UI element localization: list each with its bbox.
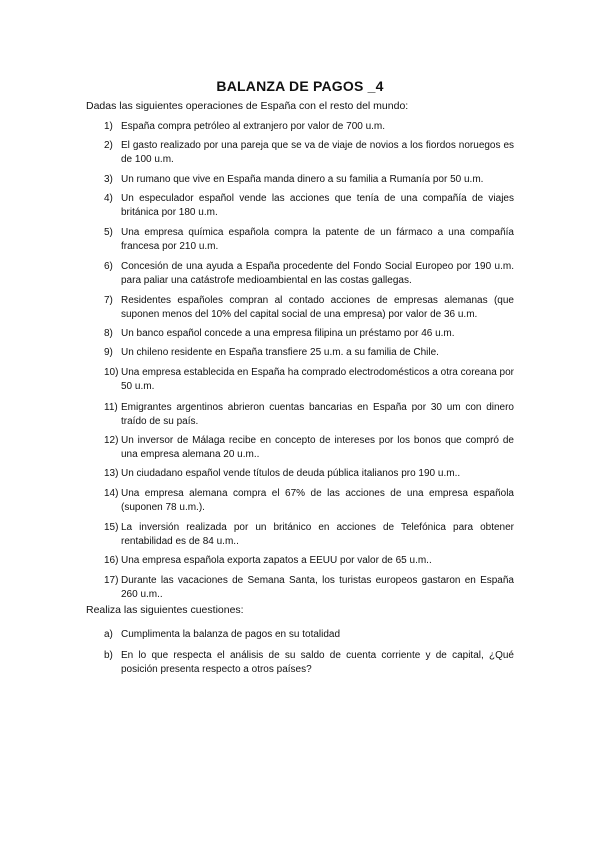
item-text: España compra petróleo al extranjero por valor de 700 u.m. xyxy=(121,121,386,132)
item-text: Una empresa establecida en España ha comprado electrodomésticos a otra coreana por 50 u.m. xyxy=(121,367,515,392)
operation-item xyxy=(104,260,514,288)
item-number: 4) xyxy=(104,193,113,204)
question-item xyxy=(104,649,514,677)
operation-item xyxy=(104,120,514,134)
operation-item xyxy=(104,521,514,549)
operation-item xyxy=(104,434,514,462)
operation-item xyxy=(104,226,514,254)
item-number: 6) xyxy=(104,261,113,272)
item-text: Un banco español concede a una empresa filipina un préstamo por 46 u.m. xyxy=(121,328,455,339)
item-number: 9) xyxy=(104,347,113,358)
item-text: En lo que respecta el análisis de su saldo de cuenta corriente y de capital, ¿Qué posición presenta respecto a otros países? xyxy=(121,650,514,675)
item-number: 12) xyxy=(104,435,119,446)
item-text: Un chileno residente en España transfiere 25 u.m. a su familia de Chile. xyxy=(121,347,439,358)
question-item xyxy=(104,628,514,642)
item-number: 17) xyxy=(104,575,119,586)
operation-item xyxy=(104,139,514,167)
item-text: Un rumano que vive en España manda dinero a su familia a Rumanía por 50 u.m. xyxy=(121,174,484,185)
item-text: Una empresa alemana compra el 67% de las acciones de una empresa española (suponen 78 u.m.). xyxy=(121,488,514,513)
item-letter: a) xyxy=(104,629,113,640)
item-number: 10) xyxy=(104,367,119,378)
operation-item xyxy=(104,366,514,394)
item-text: Cumplimenta la balanza de pagos en su totalidad xyxy=(121,629,341,640)
item-letter: b) xyxy=(104,650,113,661)
item-number: 2) xyxy=(104,140,113,151)
operation-item xyxy=(104,401,514,429)
item-text: La inversión realizada por un británico en acciones de Telefónica para obtener rentabilidad es de 84 u.m.. xyxy=(121,522,514,547)
operation-item xyxy=(104,294,514,322)
item-text: Una empresa química española compra la patente de un fármaco a una compañía francesa por 210 u.m. xyxy=(121,227,514,252)
item-number: 15) xyxy=(104,522,119,533)
item-number: 16) xyxy=(104,555,119,566)
item-number: 13) xyxy=(104,468,119,479)
operation-item xyxy=(104,467,514,481)
intro-text: Dadas las siguientes operaciones de España con el resto del mundo: xyxy=(86,100,409,112)
operation-item xyxy=(104,192,514,220)
item-text: Una empresa española exporta zapatos a EEUU por valor de 65 u.m.. xyxy=(121,555,432,566)
item-text: Residentes españoles compran al contado acciones de empresas alemanas (que suponen menos del 10% del capital social de una empresa) por valor de 36 u.m. xyxy=(121,295,514,320)
operation-item xyxy=(104,574,514,602)
item-text: Un especulador español vende las acciones que tenía de una compañía de viajes británica por 180 u.m. xyxy=(121,193,514,218)
item-number: 8) xyxy=(104,328,113,339)
item-text: Concesión de una ayuda a España procedente del Fondo Social Europeo por 190 u.m. para paliar una catástrofe medioambiental en las costas gallegas. xyxy=(121,261,514,286)
item-number: 11) xyxy=(104,402,118,413)
item-text: Un inversor de Málaga recibe en concepto de intereses por los bonos que compró de una empresa alemana 20 u.m.. xyxy=(121,435,514,460)
operation-item xyxy=(104,327,514,341)
item-number: 1) xyxy=(104,121,113,132)
item-number: 14) xyxy=(104,488,119,499)
document-title: BALANZA DE PAGOS _4 xyxy=(216,78,384,94)
item-number: 3) xyxy=(104,174,113,185)
operation-item xyxy=(104,346,514,360)
questions-intro: Realiza las siguientes cuestiones: xyxy=(86,604,244,616)
item-number: 5) xyxy=(104,227,113,238)
item-text: Un ciudadano español vende títulos de deuda pública italianos pro 190 u.m.. xyxy=(121,468,461,479)
item-number: 7) xyxy=(104,295,113,306)
item-text: Emigrantes argentinos abrieron cuentas bancarias en España por 30 um con dinero traído de su país. xyxy=(121,402,514,427)
operation-item xyxy=(104,487,514,515)
operation-item xyxy=(104,173,514,187)
item-text: Durante las vacaciones de Semana Santa, los turistas europeos gastaron en España 260 u.m.. xyxy=(121,575,514,600)
operation-item xyxy=(104,554,514,568)
item-text: El gasto realizado por una pareja que se va de viaje de novios a los fiordos noruegos es de 100 u.m. xyxy=(121,140,514,165)
